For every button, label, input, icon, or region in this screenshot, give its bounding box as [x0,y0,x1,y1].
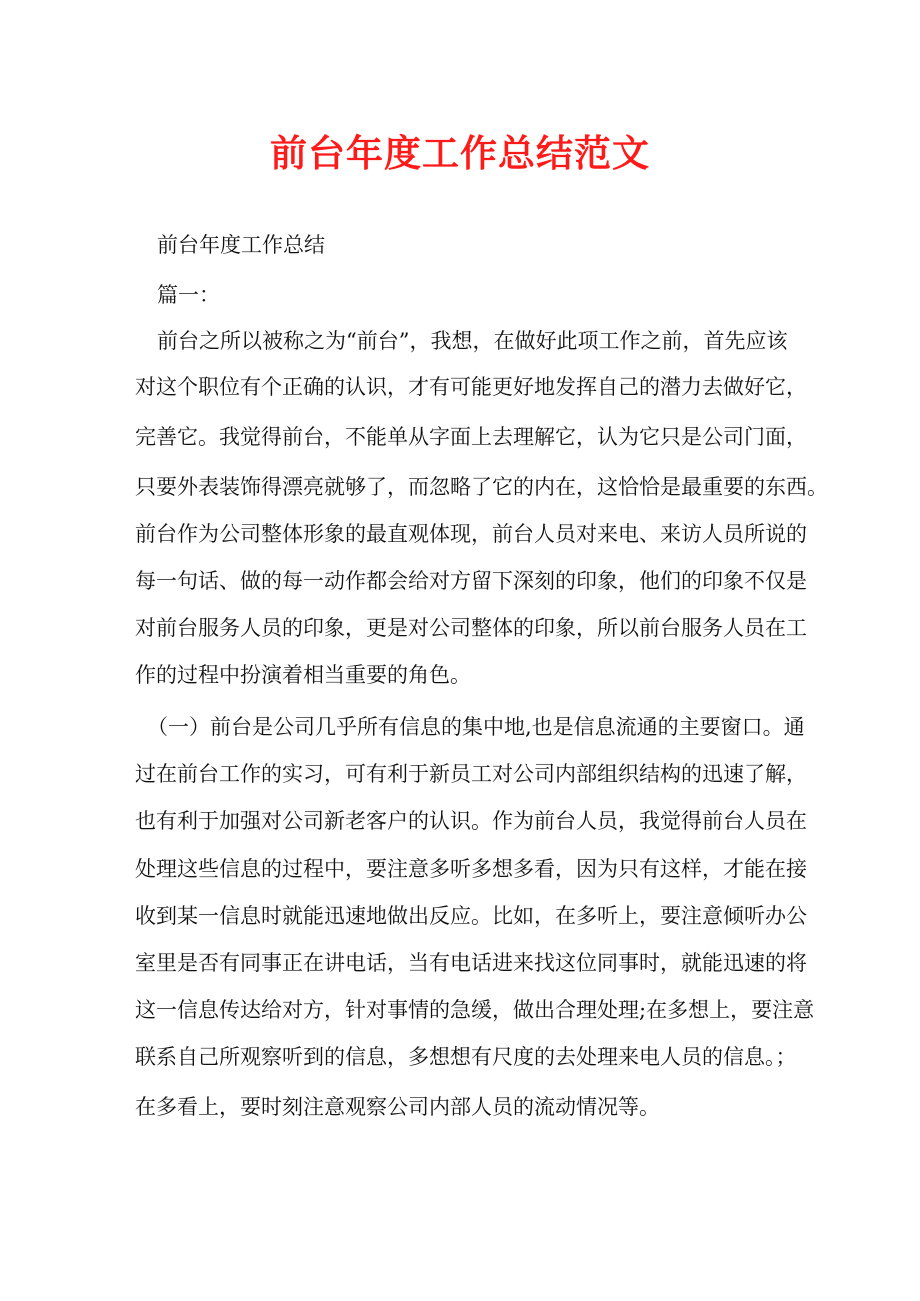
line-text: 处理这些信息的过程中，要注意多听多想多看，因为只有这样，才能在接 [135,857,807,881]
line-text: 前台作为公司整体形象的最直观体现，前台人员对来电、来访人员所说的 [135,522,807,546]
text-line [0,367,920,407]
line-text: 过在前台工作的实习，可有利于新员工对公司内部组织结构的迅速了解， [135,762,807,786]
line-text: 在多看上，要时刻注意观察公司内部人员的流动情况等。 [135,1095,660,1119]
line-text: 对这个职位有个正确的认识，才有可能更好地发挥自己的潜力去做好它， [135,375,807,399]
line-text: 对前台服务人员的印象，更是对公司整体的印象，所以前台服务人员在工 [135,616,807,640]
text-line [0,1087,920,1127]
line-text: 只要外表装饰得漂亮就够了，而忽略了它的内在，这恰恰是最重要的东西。 [135,475,828,499]
line-text: 前台之所以被称之为“前台”，我想，在做好此项工作之前，首先应该 [157,329,788,353]
text-line [0,707,920,747]
text-line [0,467,920,507]
text-line [0,896,920,936]
text-line [0,275,920,315]
text-line [0,849,920,889]
text-line [0,417,920,457]
text-line [0,943,920,983]
line-text: 联系自己所观察听到的信息，多想想有尺度的去处理来电人员的信息。； [135,1045,797,1069]
text-line [0,514,920,554]
line-text: 完善它。我觉得前台，不能单从字面上去理解它，认为它只是公司门面， [135,425,807,449]
text-line [0,608,920,648]
line-text: （一）前台是公司几乎所有信息的集中地,也是信息流通的主要窗口。通 [147,715,805,739]
line-text: 作的过程中扮演着相当重要的角色。 [135,663,471,687]
line-text: 也有利于加强对公司新老客户的认识。作为前台人员，我觉得前台人员在 [135,809,807,833]
text-line [0,655,920,695]
line-text: 室里是否有同事正在讲电话，当有电话进来找这位同事时，就能迅速的将 [135,951,807,975]
text-line [0,225,920,265]
line-text: 前台年度工作总结 [157,233,325,257]
line-text: 篇一： [157,283,220,307]
line-text: 这一信息传达给对方，针对事情的急缓，做出合理处理;在多想上，要注意 [135,998,815,1022]
line-text: 收到某一信息时就能迅速地做出反应。比如，在多听上，要注意倾听办公 [135,904,807,928]
text-line [0,801,920,841]
line-text: 每一句话、做的每一动作都会给对方留下深刻的印象，他们的印象不仅是 [135,569,807,593]
text-line [0,990,920,1030]
text-line [0,321,920,361]
document-title: 前台年度工作总结范文 [270,132,650,175]
text-line [0,754,920,794]
text-line [0,1037,920,1077]
text-line [0,561,920,601]
